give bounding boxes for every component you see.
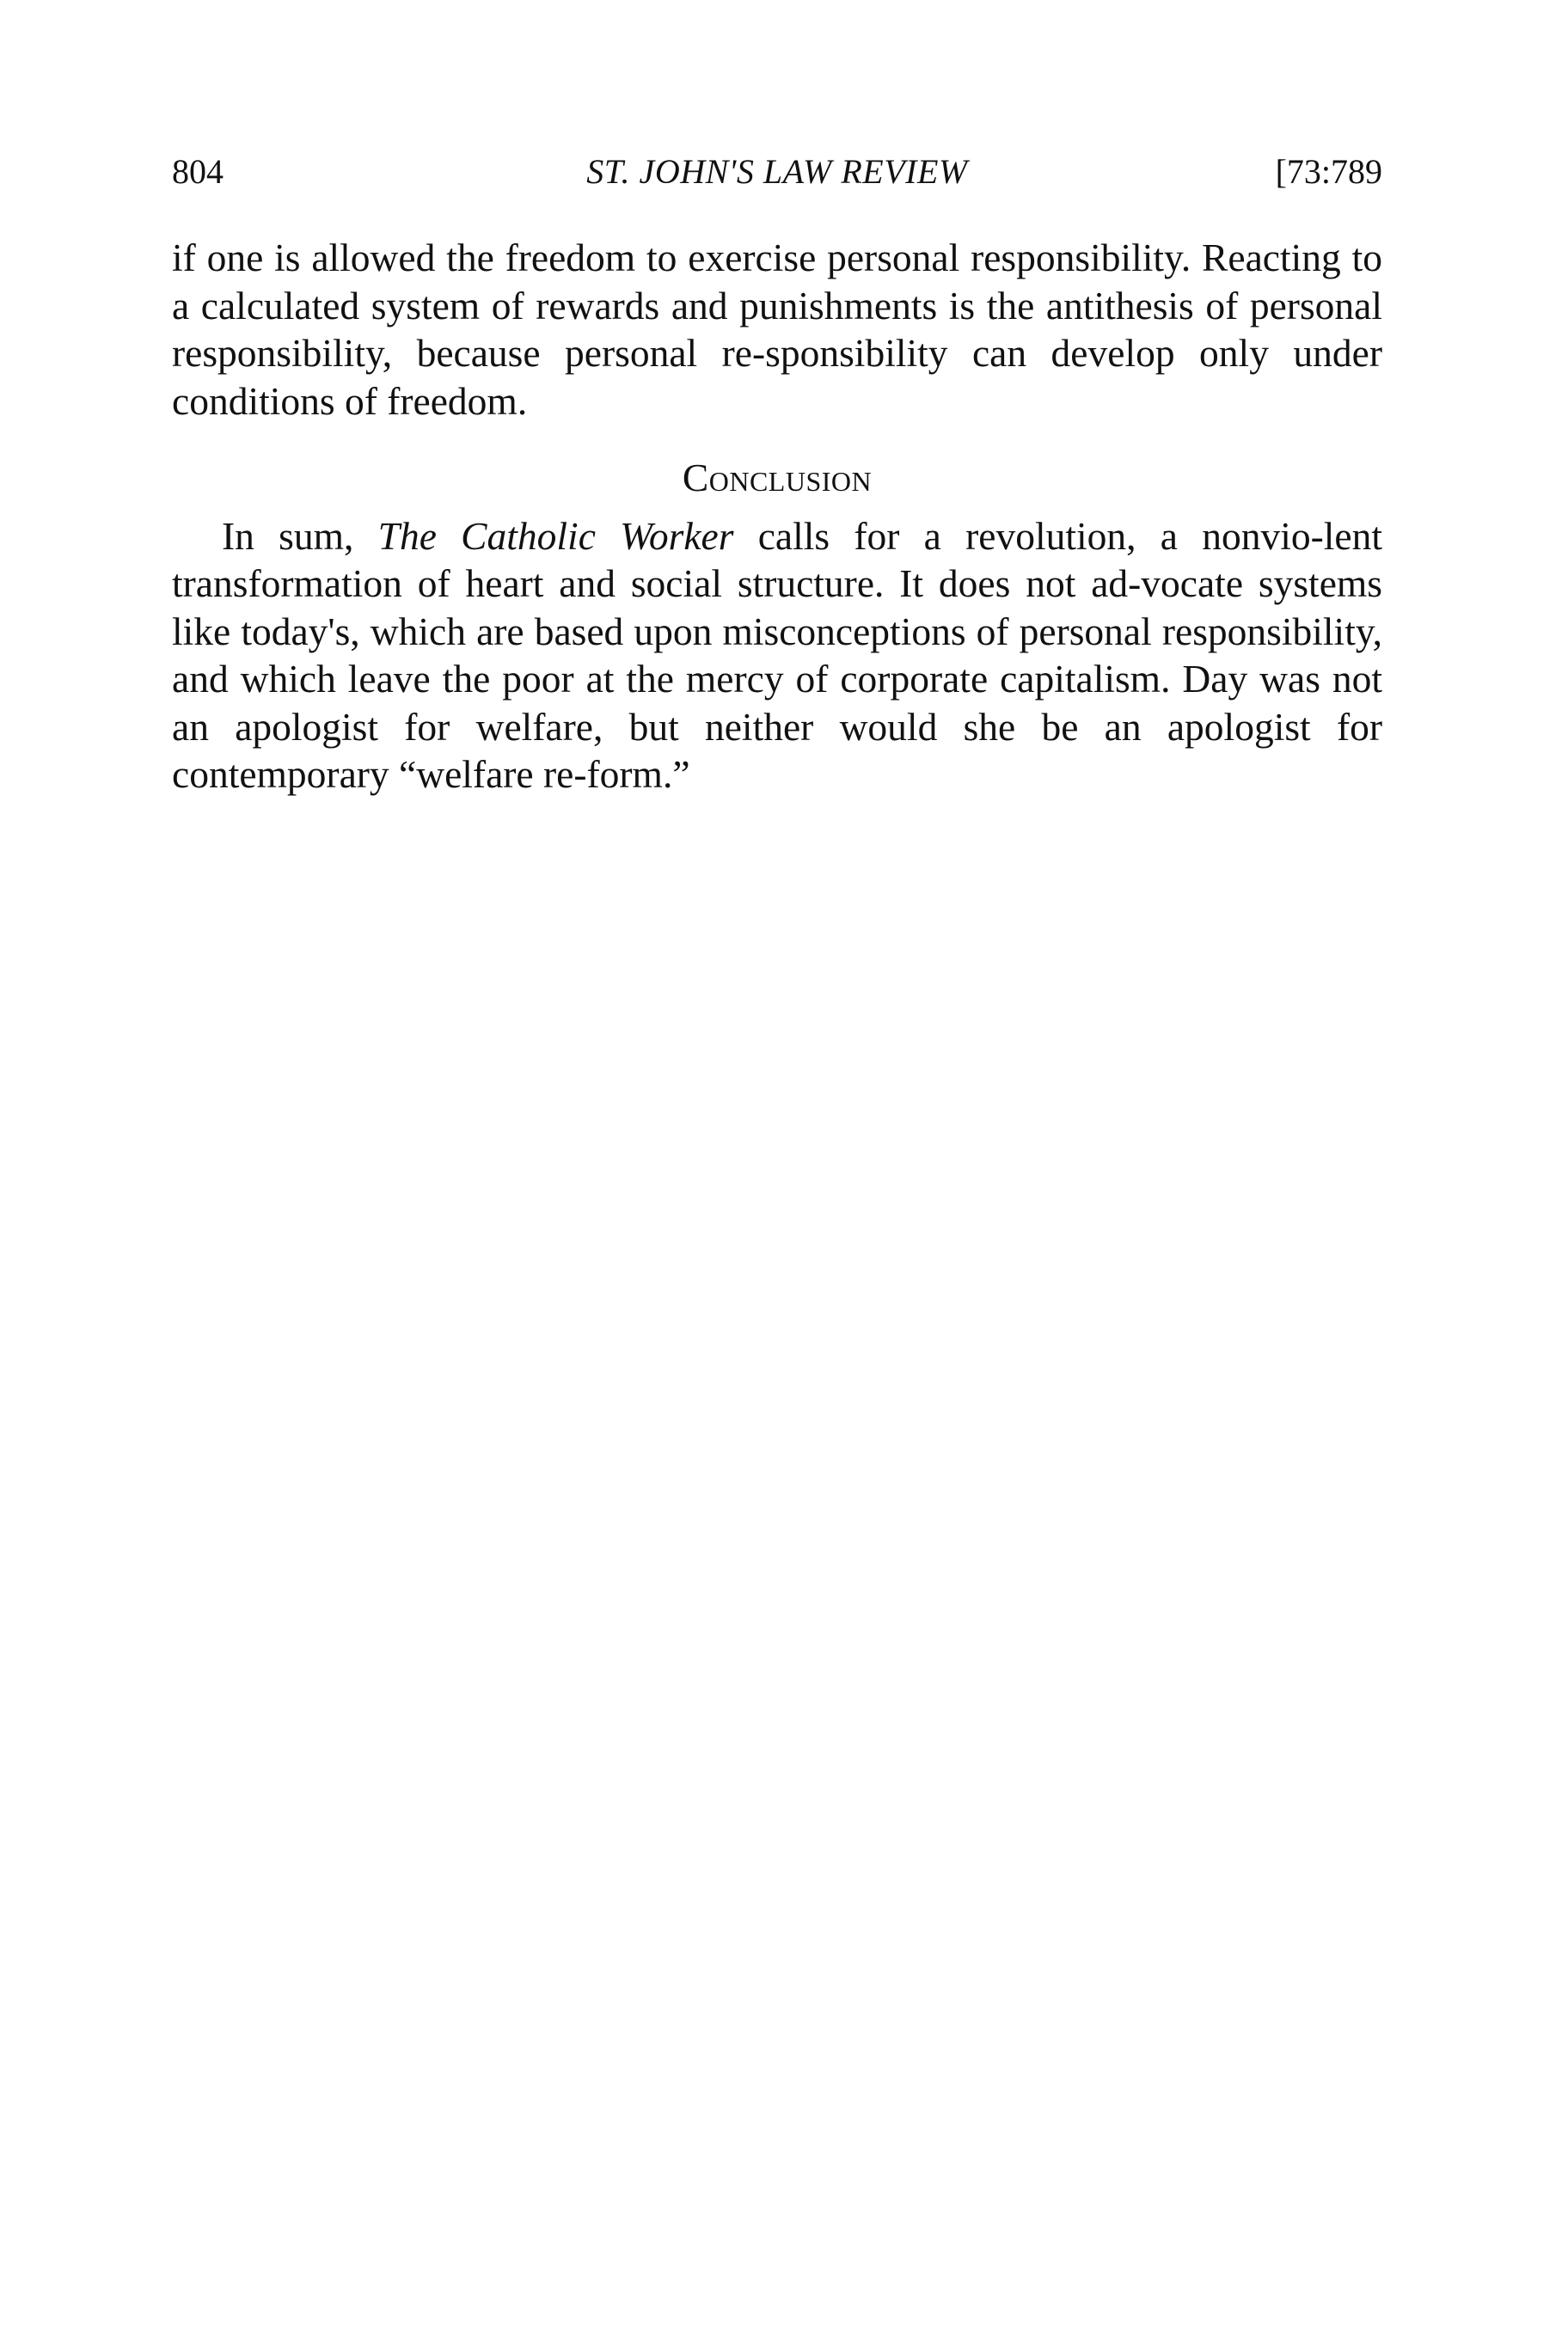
- publication-title: The Catholic Worker: [377, 513, 734, 558]
- running-head: [172, 146, 1382, 198]
- paragraph-conclusion: [172, 512, 1382, 799]
- paragraph-body: calls for a revolution, a nonvio-lent transformation of heart and social structure. It does not ad-vocate systems like today's, which are based upon misconceptions of personal responsibility, and which leave the poor at the mercy of corporate capitalism. Day was not an apologist for welfare, but neither would she be an apologist for contemporary “welfare re-form.”: [172, 513, 1383, 796]
- body-text: [172, 234, 1382, 799]
- journal-title: ST. JOHN'S LAW REVIEW: [586, 152, 968, 191]
- paragraph-lead: In sum,: [222, 513, 378, 558]
- section-heading-conclusion: Conclusion: [682, 456, 873, 499]
- page-number: 804: [172, 152, 224, 191]
- volume-citation: [73:789: [1275, 152, 1382, 191]
- paragraph-continuation: if one is allowed the freedom to exercise personal responsibility. Reacting to a calculated system of rewards and punishments is the antithesis of personal responsibility, because personal re-sponsibility can develop only under conditions of freedom.: [172, 236, 1382, 423]
